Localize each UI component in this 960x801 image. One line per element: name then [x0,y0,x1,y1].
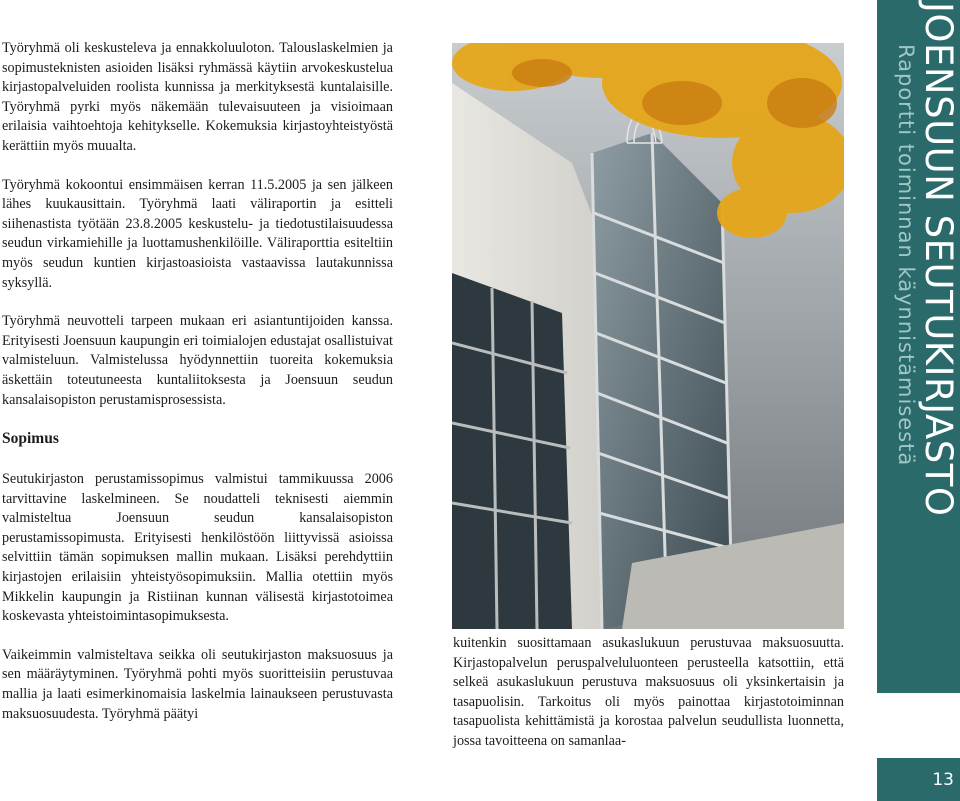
right-text-column [453,634,844,752]
paragraph-payment-share: Vaikeimmin valmisteltava seikka oli seutukirjaston maksuosuus ja sen määräytyminen. Työryhmä pohti myös suoritteisiin perustuvaa mallia ja laati esimerkinomaisia laskelmia lainaukseen perustuvasta maksuosuudesta. Työryhmä päätyi [2,646,393,722]
page-number: 13 [932,770,954,790]
page-number-box [877,758,960,801]
paragraph-meetings: Työryhmä kokoontui ensimmäisen kerran 11.5.2005 ja sen jälkeen lähes kuukausittain. Työryhmä laati väliraportin ja esitteli siihenastista työtään 23.8.2005 keskustelu- ja tiedotustilaisuudessa seudun virkamiehille ja luottamushenkilöille. Väliraporttia esiteltiin myös seudun kuntien kirjastoasioista vastaavissa lautakunnissa syksyllä. [2,176,393,291]
library-building-photo [452,43,844,629]
paragraph-working-group: Työryhmä oli keskusteleva ja ennakkoluuloton. Talouslaskelmien ja sopimusteknisten asioiden lisäksi ryhmässä käytiin arvokeskustelua kirjastopalveluiden roolista kunnissa ja merkityksestä kuntalaisille. Työryhmä pyrki myös näkemään tulevaisuuteen ja visioimaan erilaisia vaihtoehtoja kehitykselle. Kokemuksia kirjastoyhteistyöstä kerättiin myös muualta. [2,40,393,154]
side-banner [877,0,960,693]
publication-subtitle: Raportti toiminnan käynnistämisestä [894,44,918,467]
side-banner-text [877,0,960,693]
section-heading-sopimus: Sopimus [2,430,59,448]
paragraph-continuation: kuitenkin suosittamaan asukaslukuun perustuvaa maksuosuutta. Kirjastopalvelun peruspalveluluonteen perusteella katsottiin, että selkeä asukaslukuun perustuva maksuosuus oli yksinkertaisin ja tasapuolisin. Tarkoitus oli myös painottaa kirjastotoiminnan tasapuolista kehittämistä ja korostaa palvelun seudullista luonnetta, jossa tavoitteena on samanlaa- [453,635,844,749]
publication-title: JOENSUUN SEUTUKIRJASTO [917,2,960,517]
paragraph-agreement: Seutukirjaston perustamissopimus valmistui tammikuussa 2006 tarvittavine laskelmineen. Se noudatteli teknisesti aiemmin valmisteltua Joensuun seudun kansalaisopiston perustamissopimusta. Erityisesti henkilöstöön liittyvissä asioissa selvittiin tämän sopimuksen mallin mukaan. Lisäksi perehdyttiin kirjastojen erilaisiin yhteistyösopimuksiin. Mallia otettiin myös Mikkelin kaupungin ja Ristiinan kunnan välisestä kirjastotoimea koskevasta yhteistoimintasopimuksesta. [2,471,393,625]
paragraph-experts: Työryhmä neuvotteli tarpeen mukaan eri asiantuntijoiden kanssa. Erityisesti Joensuun kaupungin eri toimialojen edustajat osallistuivat valmisteluun. Valmistelussa hyödynnettiin tuoreita kokemuksia äskettäin toteutuneesta kuntaliitoksesta ja Joensuun seudun kansalaisopiston perustamisprosessista. [2,313,393,408]
left-text-column [2,39,393,743]
